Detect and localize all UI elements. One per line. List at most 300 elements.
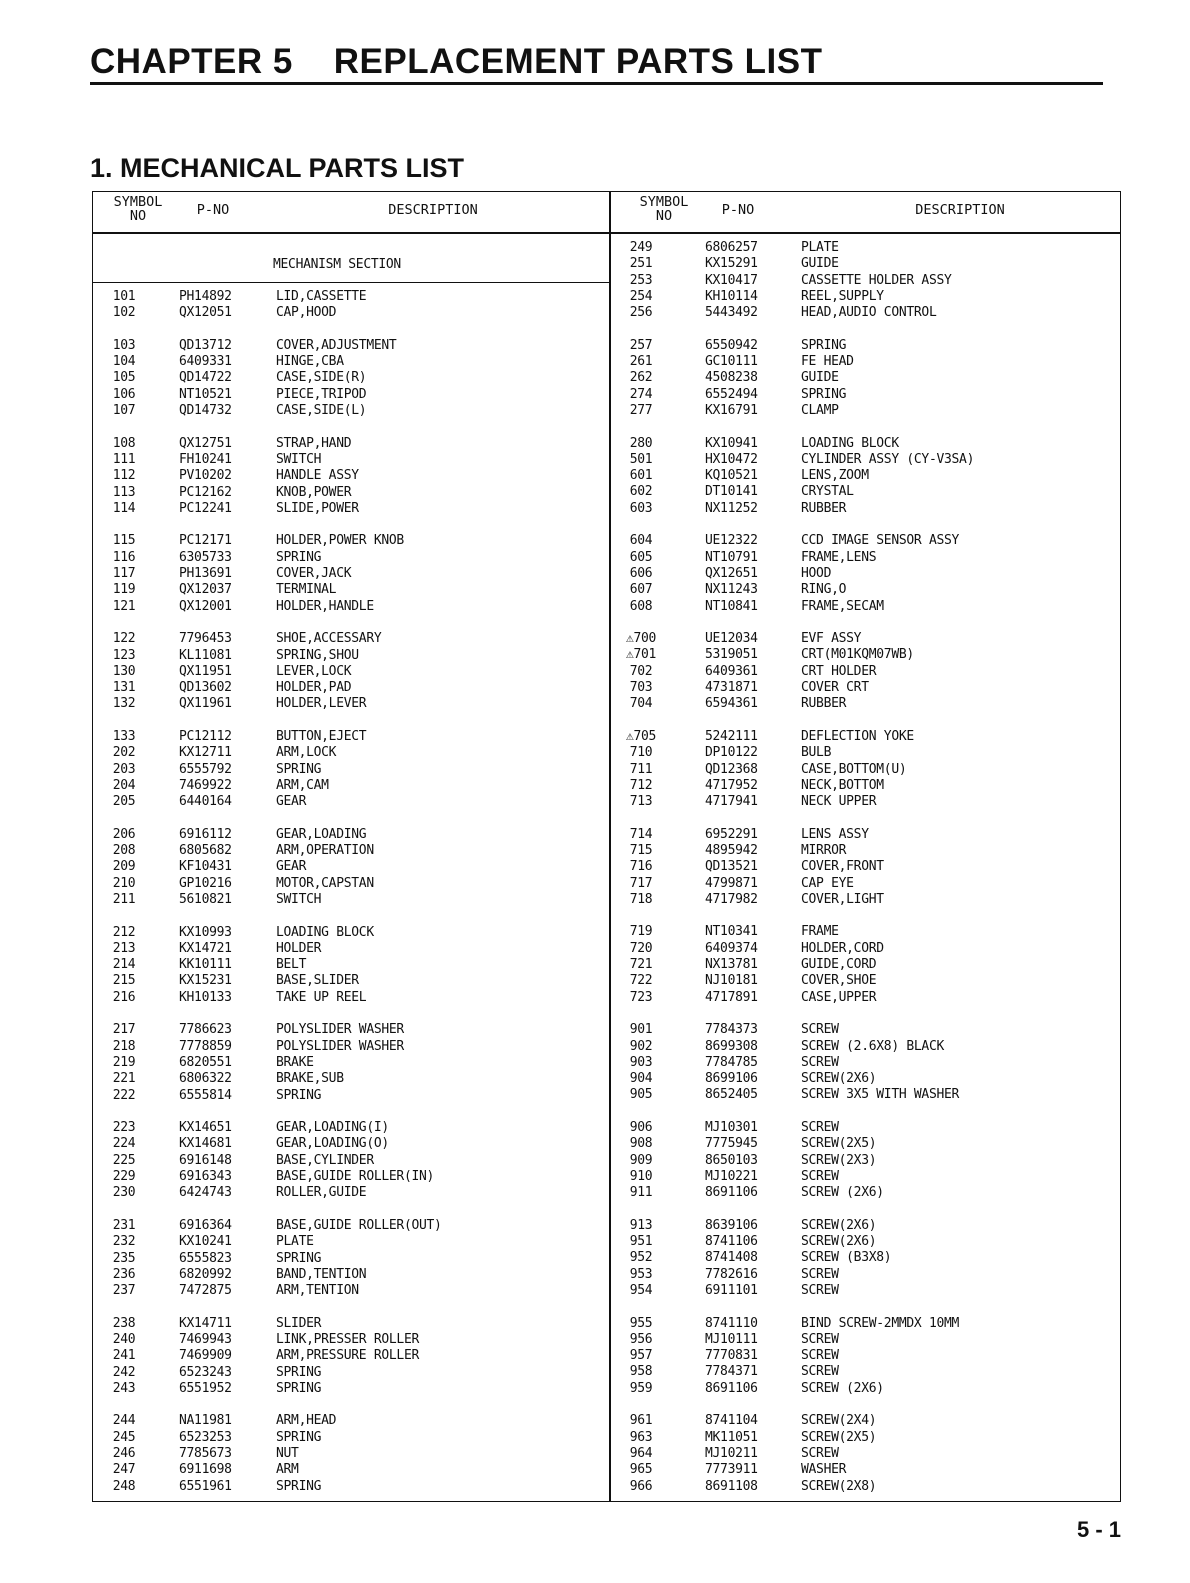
part-row: [609, 289, 1125, 305]
part-row: [93, 550, 609, 566]
part-number: KX12711: [179, 745, 232, 761]
part-row: [609, 1462, 1125, 1478]
part-row: [93, 859, 609, 875]
part-symbol-no: 209: [112, 859, 136, 875]
part-number: 8639106: [705, 1217, 758, 1233]
part-description: CLAMP: [801, 402, 839, 418]
part-symbol-no: 718: [629, 891, 653, 907]
part-symbol-no: 606: [629, 565, 653, 581]
part-description: WASHER: [801, 1462, 847, 1478]
part-row: [93, 696, 609, 712]
part-row: [609, 256, 1125, 272]
part-row: [93, 631, 609, 647]
part-number: MJ10221: [705, 1168, 758, 1184]
part-description: SCREW: [801, 1054, 839, 1070]
part-symbol-no: 111: [112, 451, 136, 467]
part-number: QD13521: [705, 859, 758, 875]
part-description: SCREW: [801, 1022, 839, 1038]
part-description: SCREW (2X6): [801, 1185, 884, 1201]
part-symbol-no: 274: [629, 386, 653, 402]
part-number: 6911698: [179, 1462, 232, 1478]
part-number: 4717952: [705, 777, 758, 793]
part-row: [93, 1071, 609, 1087]
part-number: 8741110: [705, 1315, 758, 1331]
part-symbol-no: 115: [112, 533, 136, 549]
part-description: SWITCH: [276, 451, 322, 467]
part-symbol-no: 238: [112, 1315, 136, 1331]
part-description: PLATE: [801, 240, 839, 255]
part-symbol-no: 243: [112, 1380, 136, 1396]
part-row: [93, 1365, 609, 1381]
part-row: [93, 680, 609, 696]
part-symbol-no: 966: [629, 1478, 653, 1494]
part-row: [609, 240, 1125, 256]
part-description: SCREW: [801, 1283, 839, 1298]
part-number: 7784371: [705, 1364, 758, 1380]
part-number: KH10133: [179, 989, 232, 1005]
part-number: KX15231: [179, 973, 232, 989]
part-row: [93, 1120, 609, 1136]
part-number: 7796453: [179, 631, 232, 647]
part-row: [93, 1022, 609, 1038]
part-symbol-no: 720: [629, 940, 653, 956]
right-parts-column: [609, 240, 1125, 1495]
part-description: GUIDE: [801, 370, 839, 386]
part-symbol-no: 203: [112, 761, 136, 777]
part-number: MK11051: [705, 1429, 758, 1445]
part-number: 6806322: [179, 1071, 232, 1087]
part-number: 6551952: [179, 1380, 232, 1396]
part-number: 6409361: [705, 663, 758, 679]
part-description: COVER,LIGHT: [801, 891, 884, 907]
part-symbol-no: 205: [112, 794, 136, 810]
part-symbol-no: 113: [112, 484, 136, 500]
part-number: NJ10181: [705, 973, 758, 989]
part-description: COVER,SHOE: [801, 973, 877, 989]
part-row: [93, 664, 609, 680]
part-row: [93, 1185, 609, 1201]
part-number: KF10431: [179, 859, 232, 875]
part-symbol-no: 102: [112, 305, 136, 321]
part-description: CASE,SIDE(L): [276, 403, 367, 419]
part-description: LOADING BLOCK: [276, 924, 374, 940]
part-symbol-no: 133: [112, 729, 136, 745]
part-description: KNOB,POWER: [276, 484, 352, 500]
part-row: [93, 990, 609, 1006]
part-row: [609, 827, 1125, 843]
part-number: KX10241: [179, 1234, 232, 1250]
part-row: [93, 1381, 609, 1397]
part-row: [609, 1267, 1125, 1283]
part-number: 6551961: [179, 1478, 232, 1494]
mechanism-section-rule: [93, 282, 609, 283]
part-description: LENS ASSY: [801, 826, 869, 842]
part-number: 6594361: [705, 696, 758, 712]
left-header-symbol-line1: SYMBOL: [113, 194, 163, 210]
part-description: ARM,HEAD: [276, 1413, 337, 1429]
part-symbol-no: 210: [112, 875, 136, 891]
part-number: 8741106: [705, 1234, 758, 1250]
part-description: GUIDE: [801, 256, 839, 272]
part-description: HOLDER,LEVER: [276, 696, 367, 712]
part-number: 8652405: [705, 1087, 758, 1103]
part-symbol-no: 130: [112, 663, 136, 679]
part-description: LID,CASSETTE: [276, 289, 367, 304]
part-description: SPRING,SHOU: [276, 647, 359, 663]
part-row: [609, 924, 1125, 940]
part-row: [93, 1136, 609, 1152]
part-number: 6820551: [179, 1054, 232, 1070]
part-symbol-no: 212: [112, 924, 136, 940]
part-number: MJ10111: [705, 1331, 758, 1347]
part-number: 6424743: [179, 1185, 232, 1201]
part-symbol-no: 117: [112, 566, 136, 582]
part-number: KX10941: [705, 435, 758, 451]
part-description: COVER CRT: [801, 680, 869, 696]
part-number: 7775945: [705, 1136, 758, 1152]
part-symbol-no: 246: [112, 1446, 136, 1462]
part-description: SCREW: [801, 1364, 839, 1380]
part-row: [609, 1479, 1125, 1495]
part-description: SCREW (2X6): [801, 1380, 884, 1396]
part-symbol-no: 106: [112, 386, 136, 402]
part-symbol-no: 261: [629, 354, 653, 370]
part-description: SPRING: [276, 761, 322, 777]
part-description: SCREW(2X6): [801, 1071, 877, 1087]
part-symbol-no: ⚠701: [625, 647, 657, 663]
part-description: CCD IMAGE SENSOR ASSY: [801, 533, 960, 549]
part-number: 8650103: [705, 1152, 758, 1168]
part-description: COVER,FRONT: [801, 859, 884, 875]
part-row: [93, 827, 609, 843]
part-row: [609, 582, 1125, 598]
part-description: HOLDER: [276, 940, 322, 956]
part-symbol-no: 711: [629, 761, 653, 777]
part-number: 6916364: [179, 1217, 232, 1233]
part-number: 6916343: [179, 1169, 232, 1185]
part-row: [609, 1250, 1125, 1266]
part-description: SPRING: [276, 1364, 322, 1380]
part-row: [609, 1348, 1125, 1364]
part-symbol-no: 218: [112, 1038, 136, 1054]
part-row: [609, 1169, 1125, 1185]
part-row: [93, 1218, 609, 1234]
part-number: 6805682: [179, 843, 232, 859]
part-description: SPRING: [801, 386, 847, 402]
chapter-rule: [90, 82, 1103, 85]
part-symbol-no: 202: [112, 745, 136, 761]
part-row: [93, 1413, 609, 1429]
part-number: NT10521: [179, 386, 232, 402]
part-description: SCREW(2X6): [801, 1217, 877, 1233]
part-row: [93, 745, 609, 761]
part-row: [93, 1332, 609, 1348]
part-description: NECK,BOTTOM: [801, 777, 884, 793]
part-number: 7782616: [705, 1266, 758, 1282]
part-symbol-no: 112: [112, 468, 136, 484]
part-number: QD14722: [179, 370, 232, 386]
part-number: 6820992: [179, 1266, 232, 1282]
part-description: SCREW(2X6): [801, 1234, 877, 1250]
part-description: PIECE,TRIPOD: [276, 386, 367, 402]
part-description: SCREW: [801, 1348, 839, 1364]
part-row: [93, 501, 609, 517]
part-symbol-no: 107: [112, 403, 136, 419]
part-symbol-no: 716: [629, 859, 653, 875]
part-description: FRAME,LENS: [801, 549, 877, 565]
part-row: [93, 925, 609, 941]
part-row: [93, 533, 609, 549]
part-symbol-no: 254: [629, 288, 653, 304]
part-description: FRAME,SECAM: [801, 598, 884, 614]
part-description: GEAR,LOADING(I): [276, 1120, 389, 1136]
part-description: DEFLECTION YOKE: [801, 728, 914, 744]
part-row: [609, 696, 1125, 712]
part-symbol-no: 710: [629, 745, 653, 761]
part-description: SPRING: [276, 1380, 322, 1396]
part-description: SCREW(2X4): [801, 1413, 877, 1429]
part-number: 4508238: [705, 370, 758, 386]
part-number: QX11951: [179, 663, 232, 679]
part-row: [609, 1055, 1125, 1071]
part-symbol-no: 909: [629, 1152, 653, 1168]
part-description: SPRING: [276, 1087, 322, 1103]
part-symbol-no: 121: [112, 598, 136, 614]
part-description: BASE,GUIDE ROLLER(IN): [276, 1169, 435, 1185]
part-row: [93, 794, 609, 810]
part-row: [609, 1413, 1125, 1429]
part-row: [609, 1446, 1125, 1462]
part-symbol-no: ⚠705: [625, 728, 657, 744]
part-number: 7469922: [179, 777, 232, 793]
part-number: 6555814: [179, 1087, 232, 1103]
part-description: SLIDE,POWER: [276, 500, 359, 516]
part-row: [93, 436, 609, 452]
part-description: GEAR,LOADING: [276, 826, 367, 842]
part-row: [609, 941, 1125, 957]
part-number: 7469943: [179, 1332, 232, 1347]
part-description: SPRING: [276, 549, 322, 565]
part-number: QX12651: [705, 565, 758, 581]
part-row: [609, 305, 1125, 321]
part-symbol-no: 256: [629, 305, 653, 321]
part-symbol-no: 903: [629, 1054, 653, 1070]
part-number: 7786623: [179, 1022, 232, 1038]
part-description: LENS,ZOOM: [801, 468, 869, 484]
part-number: KX14681: [179, 1136, 232, 1152]
part-number: QX11961: [179, 696, 232, 712]
part-description: BRAKE: [276, 1054, 314, 1070]
part-description: MIRROR: [801, 842, 847, 858]
part-description: HOOD: [801, 565, 832, 581]
part-row: [93, 729, 609, 745]
part-number: NA11981: [179, 1413, 232, 1429]
part-row: [93, 354, 609, 370]
part-number: DT10141: [705, 484, 758, 500]
part-description: GEAR: [276, 859, 307, 875]
part-symbol-no: 965: [629, 1462, 653, 1478]
part-number: 6555792: [179, 761, 232, 777]
part-description: BUTTON,EJECT: [276, 729, 367, 745]
part-description: RING,O: [801, 582, 847, 598]
part-symbol-no: 204: [112, 777, 136, 793]
part-number: MJ10211: [705, 1445, 758, 1461]
part-number: 6916148: [179, 1152, 232, 1168]
part-row: [93, 485, 609, 501]
part-symbol-no: 951: [629, 1234, 653, 1250]
part-row: [609, 436, 1125, 452]
part-number: 8691106: [705, 1380, 758, 1396]
part-row: [93, 1088, 609, 1104]
part-number: 5319051: [705, 647, 758, 663]
left-parts-column: [93, 289, 609, 1495]
part-symbol-no: 248: [112, 1478, 136, 1494]
part-description: BASE,CYLINDER: [276, 1152, 374, 1168]
part-symbol-no: 605: [629, 549, 653, 565]
part-symbol-no: 104: [112, 354, 136, 370]
part-row: [609, 1316, 1125, 1332]
part-description: BRAKE,SUB: [276, 1071, 344, 1087]
left-header-description: DESCRIPTION: [388, 202, 478, 218]
part-number: 4717941: [705, 794, 758, 810]
part-number: GP10216: [179, 875, 232, 891]
part-symbol-no: 222: [112, 1087, 136, 1103]
header-rule: [93, 232, 1120, 234]
part-description: CYLINDER ASSY (CY-V3SA): [801, 451, 975, 467]
section-title: 1. MECHANICAL PARTS LIST: [90, 153, 465, 183]
part-description: BASE,GUIDE ROLLER(OUT): [276, 1217, 442, 1233]
part-number: 6305733: [179, 549, 232, 565]
part-symbol-no: 221: [112, 1071, 136, 1087]
part-description: REEL,SUPPLY: [801, 288, 884, 304]
part-number: 8699106: [705, 1071, 758, 1087]
left-header-symbol: [103, 195, 173, 223]
part-number: 6523253: [179, 1429, 232, 1445]
part-row: [93, 1479, 609, 1495]
right-header-symbol-line2: NO: [655, 208, 673, 224]
part-symbol-no: 235: [112, 1250, 136, 1266]
part-symbol-no: 247: [112, 1462, 136, 1478]
part-row: [93, 338, 609, 354]
part-description: GEAR: [276, 794, 307, 810]
part-symbol-no: 954: [629, 1283, 653, 1298]
part-symbol-no: 249: [629, 240, 653, 255]
part-number: KX14711: [179, 1315, 232, 1331]
part-number: KH10114: [705, 288, 758, 304]
part-row: [609, 387, 1125, 403]
part-symbol-no: 713: [629, 794, 653, 810]
part-description: SCREW: [801, 1168, 839, 1184]
part-number: NX11243: [705, 582, 758, 598]
part-description: SCREW 3X5 WITH WASHER: [801, 1087, 960, 1103]
part-description: SCREW: [801, 1445, 839, 1461]
part-symbol-no: 232: [112, 1234, 136, 1250]
part-symbol-no: 953: [629, 1266, 653, 1282]
part-description: STRAP,HAND: [276, 435, 352, 451]
part-symbol-no: 911: [629, 1185, 653, 1201]
part-row: [93, 566, 609, 582]
part-row: [93, 1267, 609, 1283]
part-description: HOLDER,POWER KNOB: [276, 533, 404, 549]
part-symbol-no: 105: [112, 370, 136, 386]
mechanism-section-title: MECHANISM SECTION: [273, 257, 401, 272]
part-description: CASE,SIDE(R): [276, 370, 367, 386]
part-description: CASE,UPPER: [801, 989, 877, 1005]
part-number: 6806257: [705, 240, 758, 255]
part-number: DP10122: [705, 745, 758, 761]
part-row: [93, 1251, 609, 1267]
part-symbol-no: 603: [629, 500, 653, 516]
part-symbol-no: 280: [629, 435, 653, 451]
part-number: NT10791: [705, 549, 758, 565]
part-number: 5242111: [705, 728, 758, 744]
part-number: 6911101: [705, 1283, 758, 1298]
part-description: SCREW(2X5): [801, 1136, 877, 1152]
part-symbol-no: 721: [629, 957, 653, 973]
part-row: [93, 1462, 609, 1478]
part-number: 4799871: [705, 875, 758, 891]
part-row: [93, 941, 609, 957]
part-description: BELT: [276, 957, 307, 973]
part-row: [609, 647, 1125, 663]
part-symbol-no: 229: [112, 1169, 136, 1185]
part-row: [609, 1430, 1125, 1446]
part-symbol-no: 963: [629, 1429, 653, 1445]
part-row: [609, 1185, 1125, 1201]
part-row: [93, 1055, 609, 1071]
part-number: PC12112: [179, 729, 232, 745]
part-number: 6409331: [179, 354, 232, 370]
part-symbol-no: 213: [112, 940, 136, 956]
part-number: 8741408: [705, 1250, 758, 1266]
part-symbol-no: 103: [112, 337, 136, 353]
part-description: SPRING: [801, 337, 847, 353]
part-symbol-no: 501: [629, 451, 653, 467]
part-symbol-no: 116: [112, 549, 136, 565]
part-row: [93, 762, 609, 778]
part-number: NX11252: [705, 500, 758, 516]
part-description: ARM,CAM: [276, 777, 329, 793]
part-row: [609, 1381, 1125, 1397]
part-number: KX15291: [705, 256, 758, 272]
part-symbol-no: 114: [112, 500, 136, 516]
part-number: KX10417: [705, 272, 758, 288]
part-symbol-no: 956: [629, 1331, 653, 1347]
part-number: QX12037: [179, 582, 232, 598]
part-symbol-no: 214: [112, 957, 136, 973]
part-symbol-no: 955: [629, 1315, 653, 1331]
part-row: [93, 305, 609, 321]
part-row: [609, 354, 1125, 370]
part-number: QD12368: [705, 761, 758, 777]
part-description: COVER,ADJUSTMENT: [276, 337, 397, 353]
part-symbol-no: 608: [629, 598, 653, 614]
part-number: NX13781: [705, 957, 758, 973]
part-number: 6952291: [705, 826, 758, 842]
part-row: [609, 1087, 1125, 1103]
part-symbol-no: 902: [629, 1038, 653, 1054]
part-number: 7773911: [705, 1462, 758, 1478]
part-row: [609, 484, 1125, 500]
part-description: HINGE,CBA: [276, 354, 344, 370]
part-description: BULB: [801, 745, 832, 761]
part-symbol-no: 215: [112, 973, 136, 989]
part-symbol-no: 237: [112, 1283, 136, 1299]
part-symbol-no: 952: [629, 1250, 653, 1266]
part-row: [609, 1071, 1125, 1087]
part-row: [609, 273, 1125, 289]
part-row: [93, 1283, 609, 1299]
